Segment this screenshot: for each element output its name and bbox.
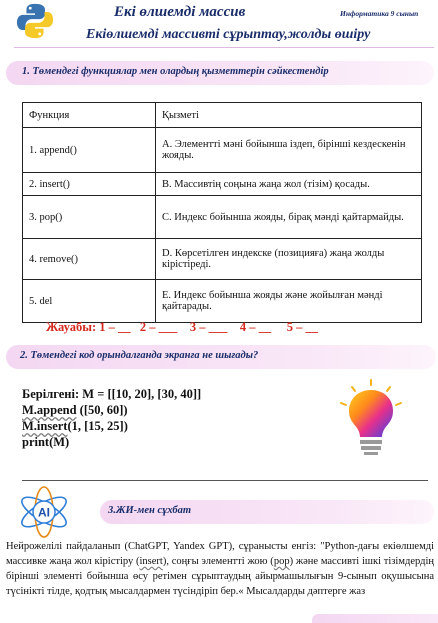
section3-title: 3.ЖИ-мен сұхбат [108,505,192,516]
paragraph-keyword: pop [273,556,290,567]
code-token: M.insert [22,419,68,433]
table-cell: А. Элементті мәні бойынша іздеп, бірінші кездескенін жояды. [156,128,422,173]
section-divider [22,480,428,481]
section2-title: 2. Төмендегі код орындалғанда экранға не шығады? [20,350,259,361]
code-token: (1, [15, 25]) [67,419,128,433]
table-row [23,280,422,323]
table-header-cell: Қызметі [156,103,422,128]
task-paragraph [6,539,434,599]
table-cell: В. Массивтің соңына жаңа жол (тізім) қосады. [156,173,422,196]
python-logo-icon [16,2,54,40]
paragraph-text: ) және массивті ішкі тізімдердің бірінші элементі бойынша өсу ретімен сұрыптаудың айырмашылығын 9-сынып оқушысына түсінікті тілде, қодтық мысалдармен түсіндіріп бер.« Мысалдарды дәптерге жаз [6,556,434,597]
code-line [22,418,201,434]
table-row [23,239,422,280]
subject-label: Информатика 9 сынып [340,9,419,18]
lightbulb-icon [330,378,412,460]
table-cell: С. Индекс бойынша жояды, бірақ мәнді қайтармайды. [156,196,422,239]
table-cell: D. Көрсетілген индекске (позицияға) жаңа жолды кірістіреді. [156,239,422,280]
code-token: M.append [22,403,77,417]
page-subtitle: Екіөлшемді массивті сұрыптау,жолды өшіру [86,27,371,42]
table-cell: 4. remove() [23,239,156,280]
code-block [22,386,201,450]
code-line: print(M) [22,435,70,449]
code-line [22,402,201,418]
ai-logo-icon [16,484,72,540]
answer-line: Жауабы: 1 – __ 2 – ___ 3 – ___ 4 – __ 5 – __ [46,320,319,334]
function-table [22,102,422,323]
table-cell: Е. Индекс бойынша жояды және жойылған мәнді қайтарады. [156,280,422,323]
code-line: Берілгені: M = [[10, 20], [30, 40]] [22,387,202,401]
table-cell: 5. del [23,280,156,323]
table-cell: 1. append() [23,128,156,173]
table-header-row [23,103,422,128]
code-token: ([50, 60]) [76,403,128,417]
section1-title: 1. Төмендегі функциялар мен олардың қызметтерін сәйкестендір [22,66,329,77]
table-row [23,173,422,196]
table-cell: 2. insert() [23,173,156,196]
table-row [23,196,422,239]
paragraph-text: Нейрожелілі пайдаланып (ChatGPT, Yandex GPT), сұранысты енгіз: "Python-дағы екіөлшемді массивке жаңа жол кірістіру ( [6,541,434,567]
table-header-cell: Функция [23,103,156,128]
paragraph-keyword: insert [139,556,163,567]
ai-logo-text: AI [38,505,50,520]
footer-decoration [312,614,438,623]
header-divider [14,47,434,48]
table-cell: 3. pop() [23,196,156,239]
page-title: Екі өлшемді массив [114,4,246,20]
table-row [23,128,422,173]
paragraph-text: ), соңғы элементті жою ( [162,556,274,567]
